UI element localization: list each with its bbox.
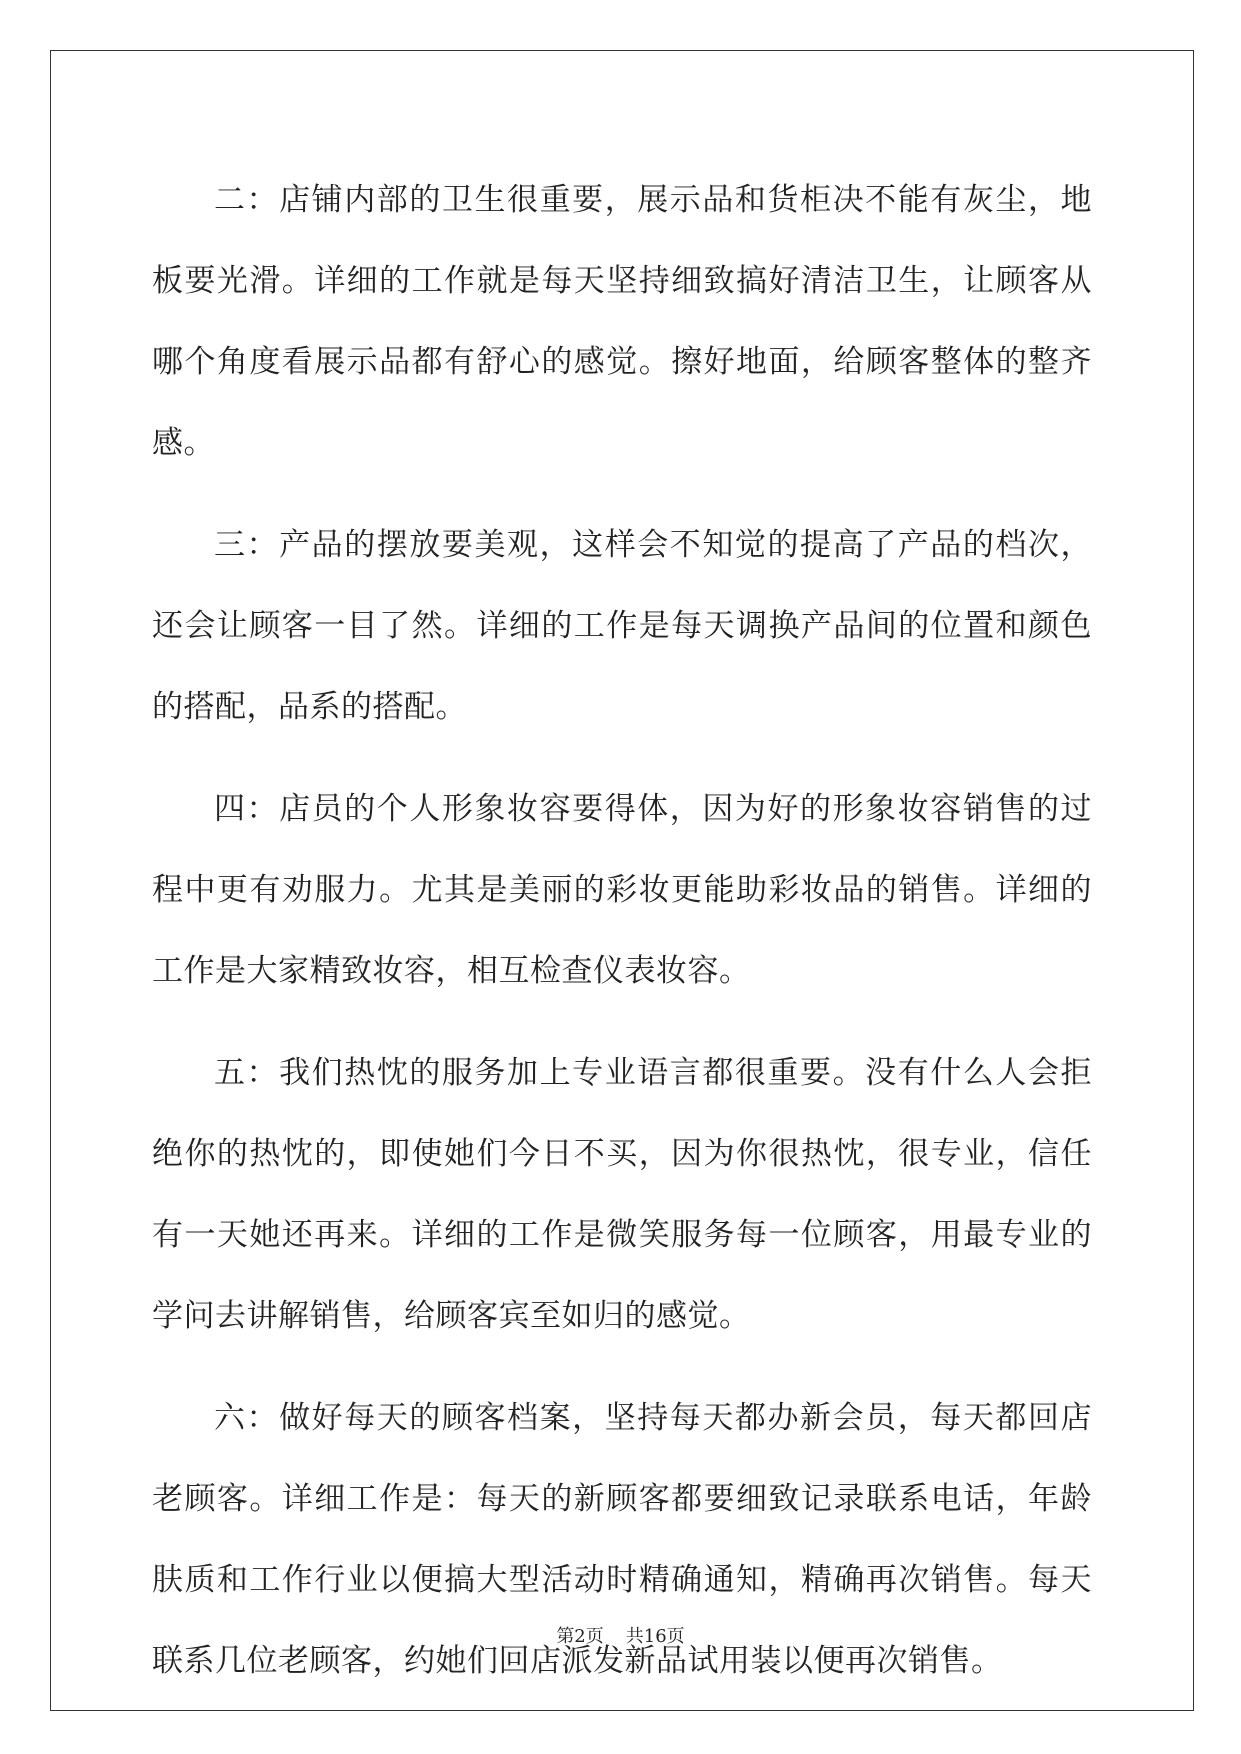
- paragraph-3: 三：产品的摆放要美观，这样会不知觉的提高了产品的档次，还会让顾客一目了然。详细的工作是每天调换产品间的位置和颜色的搭配，品系的搭配。: [152, 527, 1092, 725]
- paragraph-4: 四：店员的个人形象妆容要得体，因为好的形象妆容销售的过程中更有劝服力。尤其是美丽的彩妆更能助彩妆品的销售。详细的工作是大家精致妆容，相互检查仪表妆容。: [152, 791, 1092, 989]
- page-number-current: 第2页: [556, 1626, 604, 1647]
- page-number-total: 共16页: [625, 1626, 685, 1647]
- paragraph-6: 六：做好每天的顾客档案，坚持每天都办新会员，每天都回店老顾客。详细工作是：每天的新顾客都要细致记录联系电话，年龄肤质和工作行业以便搞大型活动时精确通知，精确再次销售。每天联系几位老顾客，约她们回店派发新品试用装以便再次销售。: [152, 1400, 1092, 1679]
- paragraph-5: 五：我们热忱的服务加上专业语言都很重要。没有什么人会拒绝你的热忱的，即使她们今日不买，因为你很热忱，很专业，信任有一天她还再来。详细的工作是微笑服务每一位顾客，用最专业的学问去讲解销售，给顾客宾至如归的感觉。: [152, 1055, 1092, 1334]
- document-body: [152, 160, 1092, 1723]
- page-footer: [0, 1622, 1241, 1648]
- paragraph-2: 二：店铺内部的卫生很重要，展示品和货柜决不能有灰尘，地板要光滑。详细的工作就是每天坚持细致搞好清洁卫生，让顾客从哪个角度看展示品都有舒心的感觉。擦好地面，给顾客整体的整齐感。: [152, 182, 1092, 461]
